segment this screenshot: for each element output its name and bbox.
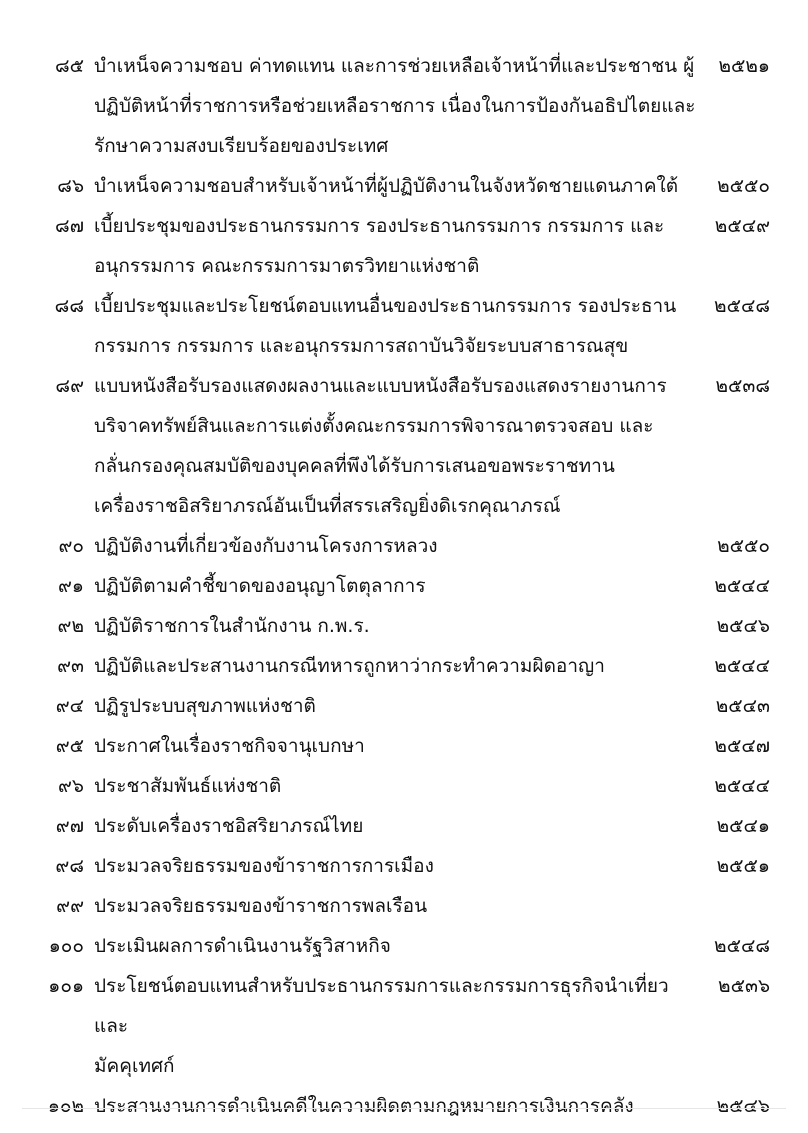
list-item	[0, 46, 808, 166]
item-number: ๙๔	[55, 695, 84, 717]
item-title	[94, 286, 700, 366]
item-title-line: ปฏิรูประบบสุขภาพแห่งชาติ	[94, 695, 316, 717]
item-title	[94, 566, 700, 606]
list-item	[0, 366, 808, 526]
item-number: ๙๒	[57, 615, 84, 637]
item-year: ๒๕๕๐	[717, 175, 770, 197]
item-title	[94, 886, 700, 926]
item-title-line: เบี้ยประชุมและประโยชน์ตอบแทนอื่นของประธานกรรมการ รองประธาน	[94, 295, 677, 317]
item-title	[94, 46, 700, 166]
item-number: ๘๙	[55, 375, 84, 397]
item-year: ๒๕๔๑	[716, 815, 770, 837]
item-title-line: อนุกรรมการ คณะกรรมการมาตรวิทยาแห่งชาติ	[94, 255, 480, 277]
list-item	[0, 926, 808, 966]
item-title-line: เบี้ยประชุมของประธานกรรมการ รองประธานกรรมการ กรรมการ และ	[94, 215, 665, 237]
item-title-line: ประชาสัมพันธ์แห่งชาติ	[94, 775, 282, 797]
item-title-line: เครื่องราชอิสริยาภรณ์อันเป็นที่สรรเสริญยิ่งดิเรกคุณาภรณ์	[94, 495, 561, 517]
item-title-line: ประกาศในเรื่องราชกิจจานุเบกษา	[94, 735, 365, 757]
item-title-line: บริจาคทรัพย์สินและการแต่งตั้งคณะกรรมการพิจารณาตรวจสอบ และ	[94, 415, 654, 437]
item-number: ๘๗	[55, 215, 84, 237]
item-number: ๑๐๐	[48, 935, 84, 957]
list-item	[0, 1086, 808, 1126]
item-title	[94, 166, 700, 206]
item-title-line: ประสานงานการดำเนินคดีในความผิดตามกฎหมายการเงินการคลัง	[94, 1095, 634, 1117]
item-title	[94, 766, 700, 806]
list-item	[0, 206, 808, 286]
item-title-line: กรรมการ กรรมการ และอนุกรรมการสถาบันวิจัยระบบสาธารณสุข	[94, 335, 629, 357]
list-item	[0, 806, 808, 846]
item-title	[94, 366, 700, 526]
item-title-line: แบบหนังสือรับรองแสดงผลงานและแบบหนังสือรับรองแสดงรายงานการ	[94, 375, 667, 397]
item-number: ๙๑	[58, 575, 84, 597]
item-title	[94, 686, 700, 726]
item-year: ๒๕๔๙	[714, 215, 770, 237]
list-item	[0, 686, 808, 726]
item-title	[94, 1086, 700, 1126]
item-number: ๙๗	[55, 815, 84, 837]
item-year: ๒๕๓๘	[715, 375, 770, 397]
list-item	[0, 606, 808, 646]
item-title	[94, 206, 700, 286]
item-year: ๒๕๓๖	[718, 975, 770, 997]
item-year: ๒๕๕๐	[717, 535, 770, 557]
item-title	[94, 966, 700, 1086]
list-item	[0, 766, 808, 806]
item-year: ๒๕๒๑	[718, 55, 770, 77]
item-number: ๙๙	[56, 895, 84, 917]
list-item	[0, 886, 808, 926]
item-year: ๒๕๔๔	[714, 775, 770, 797]
list-item	[0, 726, 808, 766]
item-year: ๒๕๔๘	[714, 295, 770, 317]
list-item	[0, 166, 808, 206]
item-number: ๙๖	[58, 775, 84, 797]
list-item	[0, 526, 808, 566]
item-number: ๑๐๑	[48, 975, 84, 997]
item-year: ๒๕๔๖	[716, 615, 770, 637]
item-year: ๒๕๔๖	[716, 1095, 770, 1117]
item-title	[94, 606, 700, 646]
item-title-line: บำเหน็จความชอบ ค่าทดแทน และการช่วยเหลือเจ้าหน้าที่และประชาชน ผู้	[94, 55, 695, 77]
item-title-line: ปฏิบัติตามคำชี้ขาดของอนุญาโตตุลาการ	[94, 575, 426, 597]
list-item	[0, 646, 808, 686]
item-title-line: ปฏิบัติราชการในสำนักงาน ก.พ.ร.	[94, 615, 370, 637]
regulation-list	[0, 46, 808, 1126]
item-year: ๒๕๔๘	[714, 935, 770, 957]
item-number: ๙๐	[58, 535, 84, 557]
item-title-line: ปฏิบัติงานที่เกี่ยวข้องกับงานโครงการหลวง	[94, 535, 438, 557]
item-number: ๘๕	[54, 55, 84, 77]
item-title-line: มัคคุเทศก์	[94, 1055, 175, 1077]
list-item	[0, 846, 808, 886]
item-title-line: ประโยชน์ตอบแทนสำหรับประธานกรรมการและกรรมการธุรกิจนำเที่ยวและ	[94, 975, 669, 1037]
item-title-line: ปฏิบัติและประสานงานกรณีทหารถูกหาว่ากระทำความผิดอาญา	[94, 655, 605, 677]
item-title	[94, 526, 700, 566]
item-number: ๙๘	[55, 855, 84, 877]
item-title	[94, 846, 700, 886]
item-number: ๑๐๒	[47, 1095, 84, 1117]
item-title	[94, 806, 700, 846]
item-title-line: บำเหน็จความชอบสำหรับเจ้าหน้าที่ผู้ปฏิบัติงานในจังหวัดชายแดนภาคใต้	[94, 175, 679, 197]
item-title-line: ประมวลจริยธรรมของข้าราชการพลเรือน	[94, 895, 428, 917]
item-year: ๒๕๕๑	[716, 855, 770, 877]
item-title	[94, 646, 700, 686]
item-number: ๙๕	[55, 735, 84, 757]
item-year: ๒๕๔๓	[715, 695, 770, 717]
item-title-line: ปฏิบัติหน้าที่ราชการหรือช่วยเหลือราชการ เนื่องในการป้องกันอธิปไตยและ	[94, 95, 696, 117]
list-item	[0, 286, 808, 366]
item-year: ๒๕๔๔	[714, 655, 770, 677]
item-year: ๒๕๔๔	[714, 575, 770, 597]
item-title-line: รักษาความสงบเรียบร้อยของประเทศ	[94, 135, 389, 157]
item-title	[94, 726, 700, 766]
page-divider	[22, 1108, 786, 1109]
list-item	[0, 966, 808, 1086]
item-number: ๘๘	[54, 295, 84, 317]
list-item	[0, 566, 808, 606]
item-year: ๒๕๔๗	[714, 735, 770, 757]
item-number: ๙๓	[57, 655, 84, 677]
item-title-line: ประดับเครื่องราชอิสริยาภรณ์ไทย	[94, 815, 364, 837]
item-title-line: ประมวลจริยธรรมของข้าราชการการเมือง	[94, 855, 434, 877]
item-title	[94, 926, 700, 966]
item-title-line: กลั่นกรองคุณสมบัติของบุคคลที่พึงได้รับการเสนอขอพระราชทาน	[94, 455, 615, 477]
item-title-line: ประเมินผลการดำเนินงานรัฐวิสาหกิจ	[94, 935, 391, 957]
item-number: ๘๖	[57, 175, 84, 197]
